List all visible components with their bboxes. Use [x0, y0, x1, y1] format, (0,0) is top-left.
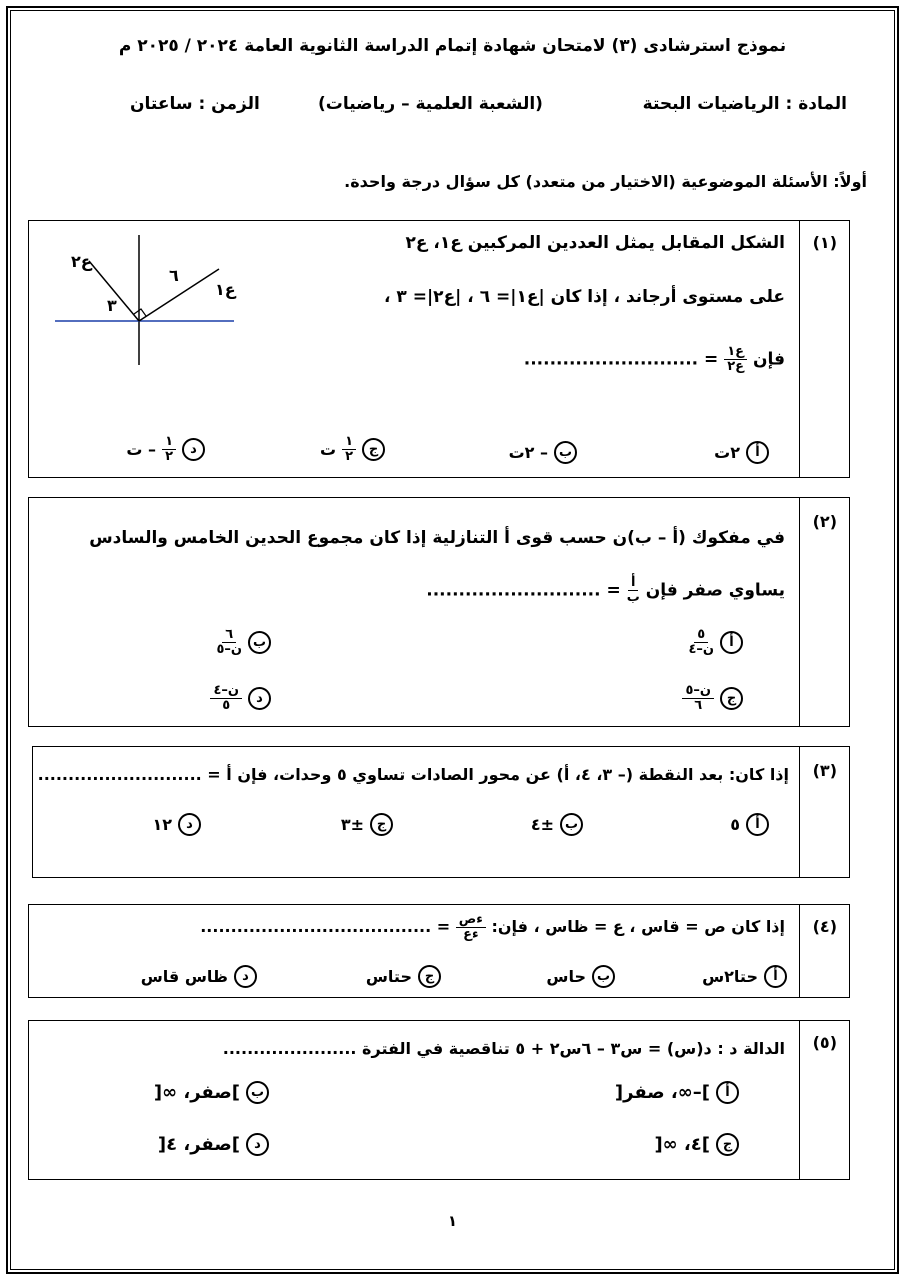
question-3-option-c[interactable]: ج ±٣ [341, 813, 393, 836]
question-4-option-b[interactable]: ب حاس [546, 965, 615, 988]
question-5-number: (٥) [812, 1033, 837, 1052]
subject-label: المادة : الرياضيات البحتة [642, 94, 847, 114]
question-2-fraction: $\frac{\text{أ}}{\text{ب}}$ [626, 575, 640, 605]
question-4-option-c[interactable]: ج حتاس [366, 965, 441, 988]
question-1-option-a[interactable]: أ ٢ت [714, 441, 769, 464]
question-2-option-c[interactable]: ج $\frac{\text{ن–٥}}{٦}$ [682, 684, 743, 713]
z1-label: ع١ [215, 280, 236, 299]
question-2-option-d[interactable]: د $\frac{\text{ن–٤}}{٥}$ [210, 684, 271, 713]
question-1-lead: فإن [752, 349, 785, 370]
argand-diagram [49, 231, 239, 371]
question-1-box [28, 220, 850, 478]
question-5-box [28, 1020, 850, 1180]
question-2-number: (٢) [812, 512, 837, 531]
question-4-number: (٤) [812, 917, 837, 936]
question-3-option-a[interactable]: أ ٥ [730, 813, 769, 836]
question-3-number: (٣) [812, 761, 837, 780]
question-1-fraction: $\frac{\text{ع١}}{\text{ع٢}}$ [724, 345, 747, 374]
question-2-line-2: يساوي صفر فإن $\frac{\text{أ}}{\text{ب}}$ = ........................... [426, 575, 785, 605]
page-number: ١ [447, 1212, 458, 1230]
section-title: أولاً: الأسئلة الموضوعية (الاختيار من متعدد) كل سؤال درجة واحدة. [344, 172, 867, 191]
z2-label: ع٢ [71, 252, 92, 271]
question-5-option-a[interactable]: أ ]–∞، صفر[ [615, 1081, 739, 1104]
time-label: الزمن : ساعتان [130, 94, 260, 114]
question-3-option-d[interactable]: د ١٢ [152, 813, 201, 836]
question-1-option-d[interactable]: د $\frac{١}{٢}$ – ت [126, 435, 205, 464]
question-3-box [32, 746, 850, 878]
question-3-option-b[interactable]: ب ±٤ [531, 813, 583, 836]
question-1-blank: = ........................... [523, 349, 719, 370]
question-3-line-1: إذا كان: بعد النقطة (– ٣، ٤، أ) عن محور الصادات تساوي ٥ وحدات، فإن أ = ........................... [37, 765, 789, 784]
question-2-box [28, 497, 850, 727]
question-2-option-a[interactable]: أ $\frac{٥}{\text{ن–٤}}$ [688, 628, 743, 657]
question-4-line-1: إذا كان ص = قاس ، ع = ظاس ، فإن: $\frac{\text{ءص}}{\text{ءع}}$ = ...................................... [200, 912, 785, 942]
question-4-option-a[interactable]: أ حتا٢س [702, 965, 787, 988]
question-1-option-c[interactable]: ج $\frac{١}{٢}$ ت [320, 435, 385, 464]
question-4-option-d[interactable]: د ظاس قاس [141, 965, 257, 988]
question-1-number: (١) [812, 233, 837, 252]
question-4-box [28, 904, 850, 998]
z1-length: ٦ [169, 266, 179, 285]
question-2-line-1: في مفكوك (أ – ب)ن حسب قوى أ التنازلية إذا كان مجموع الحدين الخامس والسادس [89, 528, 785, 548]
exam-title: نموذج استرشادى (٣) لامتحان شهادة إتمام الدراسة الثانوية العامة ٢٠٢٤ / ٢٠٢٥ م [118, 36, 787, 56]
question-5-line-1: الدالة د : د(س) = س٣ – ٦س٢ + ٥ تناقصية في الفترة ...................... [222, 1039, 785, 1058]
division-label: (الشعبة العلمية – رياضيات) [318, 94, 543, 114]
z2-length: ٣ [107, 296, 117, 315]
question-1-line-2: على مستوى أرجاند ، إذا كان |ع١|= ٦ ، |ع٢|= ٣ ، [384, 287, 785, 307]
question-2-option-b[interactable]: ب $\frac{٦}{\text{ن–٥}}$ [216, 628, 271, 657]
question-5-option-b[interactable]: ب ]صفر، ∞[ [154, 1081, 269, 1104]
question-1-line-3 [524, 345, 785, 374]
question-1-option-b[interactable]: ب – ٢ت [509, 441, 577, 464]
question-4-fraction: $\frac{\text{ءص}}{\text{ءع}}$ [456, 913, 486, 942]
question-5-option-c[interactable]: ج ]٤، ∞[ [654, 1133, 739, 1156]
question-1-line-1: الشكل المقابل يمثل العددين المركبين ع١، ع٢ [405, 233, 785, 253]
question-5-option-d[interactable]: د ]صفر، ٤[ [158, 1133, 269, 1156]
